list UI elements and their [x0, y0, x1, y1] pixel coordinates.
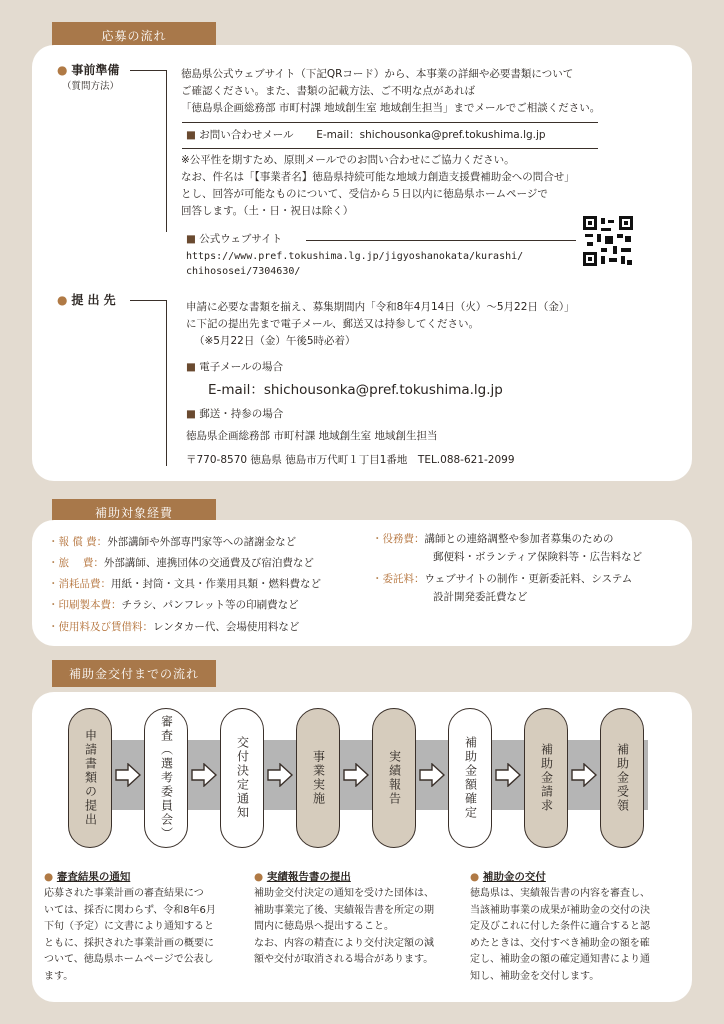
flow-arrow-icon [267, 763, 293, 787]
expense-text: レンタカー代、会場使用料など [153, 621, 300, 633]
note-line: めたときは、交付すべき補助金の額を確 [470, 937, 650, 949]
square-bullet-icon: ■ [186, 129, 196, 141]
expense-item [372, 531, 614, 548]
expense-text: 外部講師、連携団体の交通費及び宿泊費など [103, 557, 314, 569]
email-case-label: ■ 電子メールの場合 [186, 361, 284, 373]
divider [182, 148, 598, 149]
expense-label: 報 償 費： [58, 536, 108, 548]
flow-step: 補助金額確定 [448, 708, 492, 848]
expense-text: 外部講師や外部専門家等への諸謝金など [107, 536, 297, 548]
note-line: いては、採否に関わらず、令和8年6月 [44, 904, 216, 916]
square-bullet-icon: ■ [186, 408, 196, 420]
note-title: ● 補助金の交付 [470, 871, 546, 883]
note-line: 応募された事業計画の審査結果につ [44, 888, 204, 899]
expense-label: 消耗品費： [58, 578, 111, 590]
flow-step: 申請書類の提出 [68, 708, 112, 848]
expense-text: 講師との連絡調整や参加者募集のための [424, 533, 614, 545]
website-url-2[interactable]: chihososei/7304630/ [186, 266, 301, 277]
expense-item [372, 571, 632, 588]
note-title: ● 審査結果の通知 [44, 871, 131, 883]
bullet-dot-icon: ・ [48, 557, 59, 569]
flow-step: 交付決定通知 [220, 708, 264, 848]
bullet-dot-icon: ・ [372, 573, 383, 585]
fairness-line-3: とし、回答が可能なものについて、受信から５日以内に徳島県ホームページで [181, 188, 548, 200]
mail-line-2: 〒770-8570 徳島県 徳島市万代町１丁目1番地 TEL.088-621-2099 [186, 454, 515, 466]
expense-text: ウェブサイトの制作・更新委託料、システム [424, 573, 633, 585]
note-line: 定及びこれに付した条件に適合すると認 [470, 921, 650, 932]
submit-line-3: （※5月22日（金）午後5時必着） [194, 335, 356, 347]
prep-line-2: ご確認ください。また、書類の記載方法、ご不明な点があれば [181, 85, 475, 97]
flow-step: 審査（選考委員会） [144, 708, 188, 848]
divider [130, 70, 166, 71]
bullet-dot-icon: ● [254, 871, 264, 883]
flow-arrow-icon [191, 763, 217, 787]
divider [182, 122, 598, 123]
expense-label: 役務費： [382, 533, 425, 545]
note-line: 下旬（予定）に文書により通知すると [44, 921, 214, 932]
website-url-1[interactable]: https://www.pref.tokushima.lg.jp/jigyoshanokata/kurashi/ [186, 251, 524, 262]
note-title: ● 実績報告書の提出 [254, 871, 351, 883]
flow-step: 補助金請求 [524, 708, 568, 848]
note-line: 補助事業完了後、実績報告書を所定の期 [254, 904, 434, 916]
bullet-dot-icon: ・ [48, 621, 59, 633]
flow-step: 実績報告 [372, 708, 416, 848]
prep-line-3: 「徳島県企画総務部 市町村課 地域創生室 地域創生担当」までメールでご相談ください。 [181, 102, 601, 114]
flow-arrow-icon [571, 763, 597, 787]
note-line: 知し、補助金を交付します。 [470, 970, 600, 982]
bullet-dot-icon: ● [57, 63, 68, 77]
square-bullet-icon: ■ [186, 361, 196, 373]
expense-label: 印刷製本費： [58, 599, 122, 611]
bracket-line [166, 300, 167, 466]
prep-line-1: 徳島県公式ウェブサイト（下記QRコード）から、本事業の詳細や必要書類について [181, 68, 574, 80]
expense-text-cont: 郵便料・ボランティア保険料等・広告料など [433, 551, 643, 563]
note-line: ついて、徳島県ホームページで公表し [44, 954, 214, 965]
note-line: 額や交付が取消される場合があります。 [254, 954, 434, 965]
submit-line-2: に下記の提出先まで電子メール、郵送又は持参してください。 [186, 318, 479, 330]
flow-arrow-icon [115, 763, 141, 787]
flow-arrow-icon [419, 763, 445, 787]
bullet-dot-icon: ・ [48, 599, 59, 611]
bullet-dot-icon: ・ [48, 536, 59, 548]
note-line: ます。 [44, 970, 74, 982]
bullet-dot-icon: ● [470, 871, 480, 883]
expense-text: チラシ、パンフレット等の印刷費など [121, 599, 299, 611]
note-line: なお、内容の精査により交付決定額の減 [254, 937, 434, 949]
note-line: 徳島県は、実績報告書の内容を審査し、 [470, 888, 650, 899]
bullet-dot-icon: ・ [48, 578, 59, 590]
flow-arrow-icon [495, 763, 521, 787]
flow-step: 補助金受領 [600, 708, 644, 848]
expense-label: 使用料及び賃借料： [58, 621, 153, 633]
section-tab-application-flow: 応募の流れ [52, 22, 216, 49]
expense-item [48, 597, 299, 614]
expense-label: 委託料： [382, 573, 425, 585]
square-bullet-icon: ■ [186, 233, 196, 245]
expense-item [48, 576, 321, 593]
submit-line-1: 申請に必要な書類を揃え、募集期間内「令和8年4月14日（火）～5月22日（金）」 [186, 301, 575, 313]
qr-code-icon[interactable] [583, 216, 633, 266]
expense-item [48, 534, 296, 551]
fairness-line-1: ※公平性を期すため、原則メールでのお問い合わせにご協力ください。 [181, 154, 515, 166]
note-line: 定し、補助金の額の確定通知書により通 [470, 954, 650, 965]
note-line: 間内に徳島県へ提出すること。 [254, 921, 394, 932]
note-line: 当該補助事業の成果が補助金の交付の決 [470, 904, 650, 916]
prep-sub: （質問方法） [62, 81, 120, 92]
fairness-line-4: 回答します。（土・日・祝日は除く） [181, 205, 354, 217]
contact-email[interactable]: E-mail：shichousonka@pref.tokushima.lg.jp [316, 129, 546, 141]
divider [130, 300, 166, 301]
email-case-value[interactable]: E-mail：shichousonka@pref.tokushima.lg.jp [208, 382, 503, 398]
bullet-dot-icon: ・ [372, 533, 383, 545]
bullet-dot-icon: ● [57, 293, 68, 307]
divider [306, 240, 576, 241]
fairness-line-2: なお、件名は「【事業者名】徳島県持続可能な地域力創造支援費補助金への問合せ」 [181, 171, 575, 183]
bracket-line [166, 70, 167, 232]
section-tab-subsidy-flow: 補助金交付までの流れ [52, 660, 216, 687]
note-line: 補助金交付決定の通知を受けた団体は、 [254, 888, 434, 899]
flow-arrow-icon [343, 763, 369, 787]
expense-label: 旅 費： [58, 557, 104, 569]
mail-case-label: ■ 郵送・持参の場合 [186, 408, 284, 420]
prep-label: ● 事前準備 [57, 63, 120, 77]
bullet-dot-icon: ● [44, 871, 54, 883]
expense-item [48, 619, 299, 636]
note-line: ともに、採択された事業計画の概要に [44, 937, 214, 949]
mail-line-1: 徳島県企画総務部 市町村課 地域創生室 地域創生担当 [186, 430, 438, 442]
website-row: ■ 公式ウェブサイト [186, 233, 283, 245]
section-tab-eligible-expenses: 補助対象経費 [52, 499, 216, 526]
expense-item [48, 555, 314, 572]
expense-text: 用紙・封筒・文具・作業用具類・燃料費など [111, 578, 321, 590]
flow-step: 事業実施 [296, 708, 340, 848]
submit-label: ● 提 出 先 [57, 293, 116, 307]
contact-row: ■ お問い合わせメール E-mail：shichousonka@pref.tokushima.lg.jp [186, 129, 546, 141]
expense-text-cont: 設計開発委託費など [433, 591, 528, 603]
